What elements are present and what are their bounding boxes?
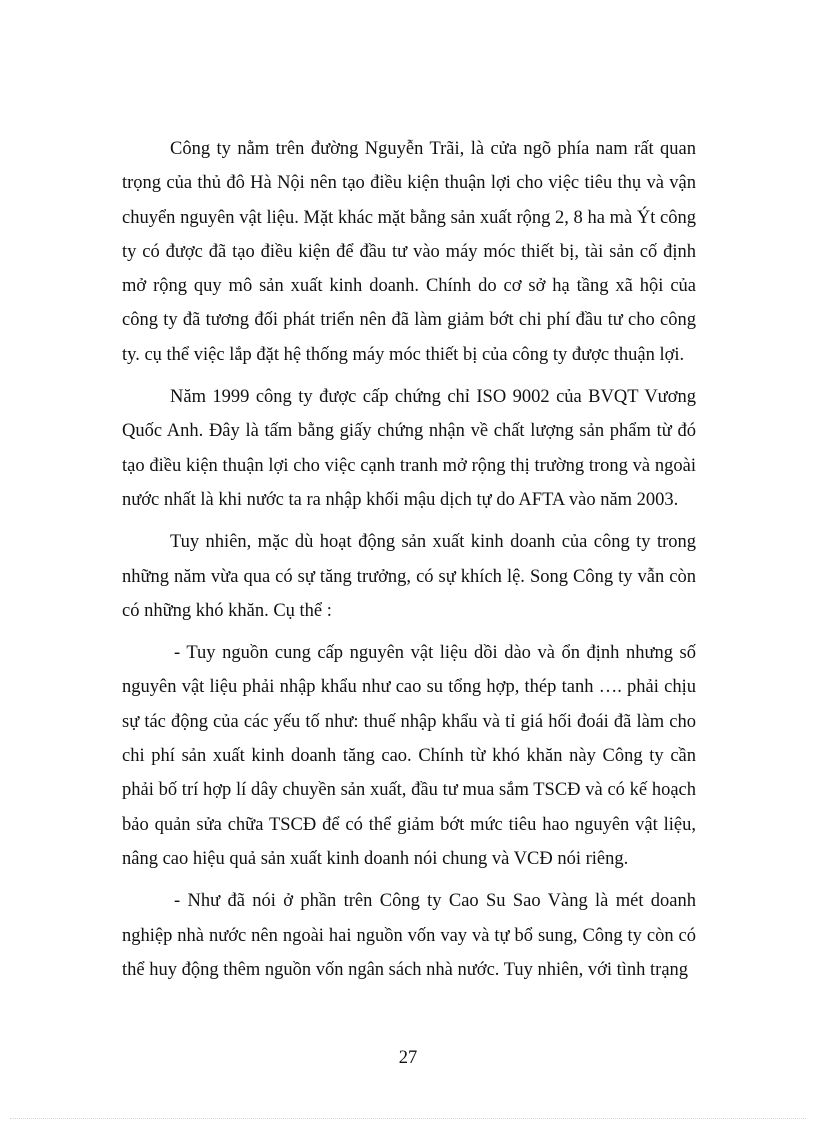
paragraph-location: Công ty nằm trên đường Nguyễn Trãi, là cửa ngõ phía nam rất quan trọng của thủ đô Hà Nội nên tạo điều kiện thuận lợi cho việc tiêu thụ và vận chuyển nguyên vật liệu. Mặt khác mặt bằng sản xuất rộng 2, 8 ha mà Ýt công ty có được đã tạo điều kiện để đầu tư vào máy móc thiết bị, tài sản cố định mở rộng quy mô sản xuất kinh doanh. Chính do cơ sở hạ tầng xã hội của công ty đã tương đối phát triển nên đã làm giảm bớt chi phí đầu tư cho công ty. cụ thể việc lắp đặt hệ thống máy móc thiết bị của công ty được thuận lợi. [122,139,696,365]
bottom-divider [10,1118,806,1119]
paragraph-iso-certificate: Năm 1999 công ty được cấp chứng chỉ ISO 9002 của BVQT Vương Quốc Anh. Đây là tấm bằng giấy chứng nhận về chất lượng sản phẩm từ đó tạo điều kiện thuận lợi cho việc cạnh tranh mở rộng thị trường trong và ngoài nước nhất là khi nước ta ra nhập khối mậu dịch tự do AFTA vào năm 2003. [122,387,696,510]
paragraph-bullet-capital: - Như đã nói ở phần trên Công ty Cao Su Sao Vàng là mét doanh nghiệp nhà nước nên ngoài hai nguồn vốn vay và tự bổ sung, Công ty còn có thể huy động thêm nguồn vốn ngân sách nhà nước. Tuy nhiên, với tình trạng [122,891,696,980]
paragraph-bullet-materials: - Tuy nguồn cung cấp nguyên vật liệu dồi dào và ổn định nhưng số nguyên vật liệu phải nhập khẩu như cao su tổng hợp, thép tanh …. phải chịu sự tác động của các yếu tố như: thuế nhập khẩu và tỉ giá hối đoái đã làm cho chi phí sản xuất kinh doanh tăng cao. Chính từ khó khăn này Công ty cần phải bố trí hợp lí dây chuyền sản xuất, đầu tư mua sắm TSCĐ và có kế hoạch bảo quản sửa chữa TSCĐ để có thể giảm bớt mức tiêu hao nguyên vật liệu, nâng cao hiệu quả sản xuất kinh doanh nói chung và VCĐ nói riêng. [122,643,696,869]
page-number: 27 [398,1048,418,1068]
paragraph-difficulties-intro: Tuy nhiên, mặc dù hoạt động sản xuất kinh doanh của công ty trong những năm vừa qua có sự tăng trưởng, có sự khích lệ. Song Công ty vẫn còn có những khó khăn. Cụ thể : [122,532,696,621]
body-text [122,132,696,995]
